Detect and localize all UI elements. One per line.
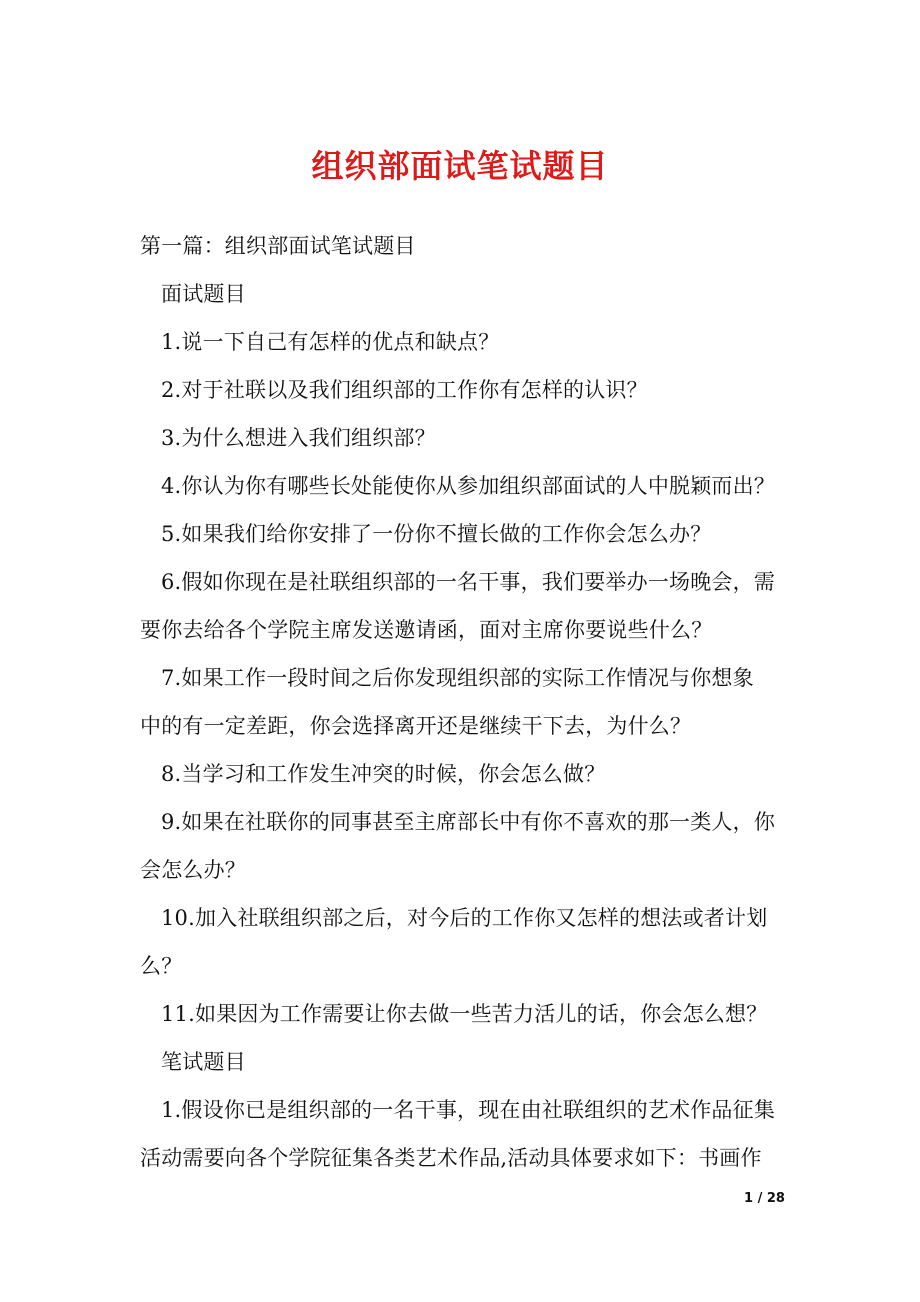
question-line: 5.如果我们给你安排了一份你不擅长做的工作你会怎么办？ bbox=[161, 522, 712, 546]
page-indicator: 1 / 28 bbox=[744, 1191, 785, 1206]
question-line: 11.如果因为工作需要让你去做一些苦力活儿的话，你会怎么想？ bbox=[161, 1002, 768, 1026]
question-line: 7.如果工作一段时间之后你发现组织部的实际工作情况与你想象 bbox=[161, 666, 754, 690]
question-line: 8.当学习和工作发生冲突的时候，你会怎么做？ bbox=[161, 762, 606, 786]
question-line: 1.说一下自己有怎样的优点和缺点？ bbox=[161, 330, 500, 354]
question-line: 10.加入社联组织部之后，对今后的工作你又怎样的想法或者计划 bbox=[161, 906, 768, 930]
subsection-heading-written: 笔试题目 bbox=[161, 1050, 246, 1074]
question-line: 2.对于社联以及我们组织部的工作你有怎样的认识？ bbox=[161, 378, 648, 402]
document-title: 组织部面试笔试题目 bbox=[311, 147, 609, 185]
question-line: 3.为什么想进入我们组织部？ bbox=[161, 426, 436, 450]
question-line: 4.你认为你有哪些长处能使你从参加组织部面试的人中脱颖而出？ bbox=[161, 474, 776, 498]
question-line-continuation: 要你去给各个学院主席发送邀请函，面对主席你要说些什么？ bbox=[140, 618, 713, 642]
question-line-continuation: 么？ bbox=[140, 954, 183, 978]
question-line: 1.假设你已是组织部的一名干事，现在由社联组织的艺术作品征集 bbox=[161, 1098, 776, 1122]
question-line: 6.假如你现在是社联组织部的一名干事，我们要举办一场晚会，需 bbox=[161, 570, 776, 594]
question-line-continuation: 中的有一定差距，你会选择离开还是继续干下去，为什么？ bbox=[140, 714, 692, 738]
question-line-continuation: 会怎么办？ bbox=[140, 858, 246, 882]
section-heading: 第一篇：组织部面试笔试题目 bbox=[140, 234, 416, 258]
question-line-continuation: 活动需要向各个学院征集各类艺术作品,活动具体要求如下：书画作 bbox=[140, 1146, 762, 1170]
subsection-heading-interview: 面试题目 bbox=[161, 282, 246, 306]
question-line: 9.如果在社联你的同事甚至主席部长中有你不喜欢的那一类人，你 bbox=[161, 810, 776, 834]
